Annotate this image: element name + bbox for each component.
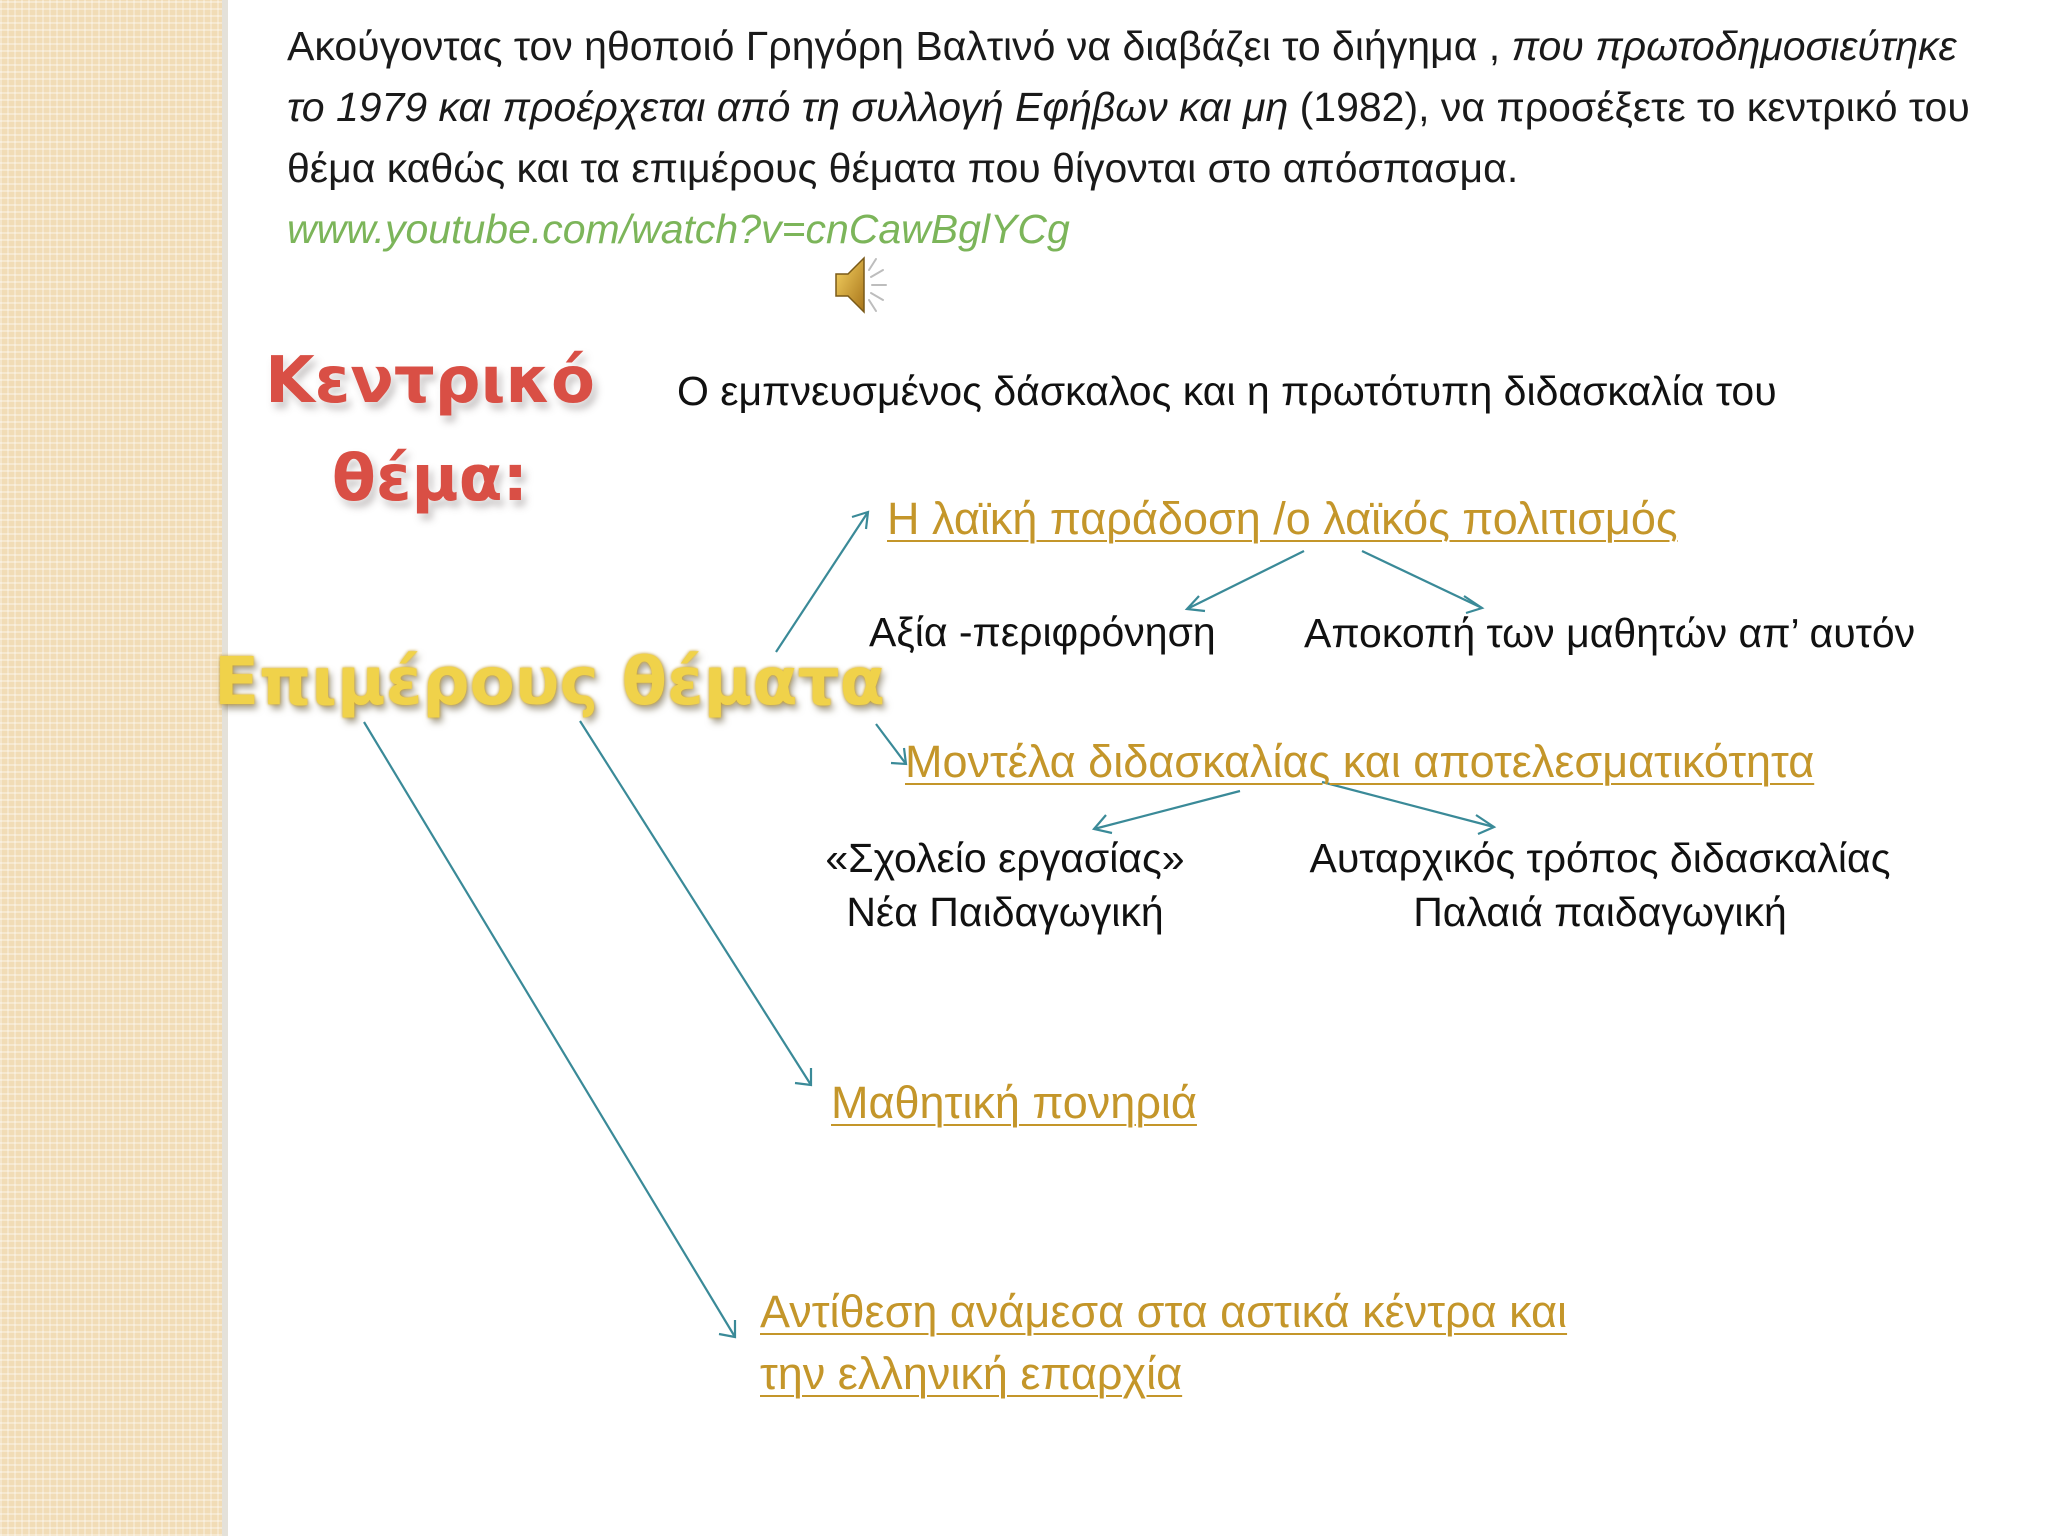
subtheme-folk-tradition: Η λαϊκή παράδοση /ο λαϊκός πολιτισμός: [887, 493, 1678, 544]
arrow-to-models: [876, 724, 906, 764]
old-pedagogy-block: [1295, 831, 1905, 939]
arrow-to-folk: [776, 512, 868, 652]
intro-text-italic: που πρωτοδημοσιεύτηκε το 1979 και προέρχεται από τη συλλογή Εφήβων και μη: [287, 23, 1957, 130]
old-pedagogy-text: Παλαιά παιδαγωγική: [1413, 889, 1787, 935]
subtheme-student-cunning: Μαθητική πονηριά: [831, 1077, 1197, 1128]
youtube-link[interactable]: www.youtube.com/watch?v=cnCawBglYCg: [287, 206, 1070, 252]
arrow-folk-right: [1362, 551, 1482, 608]
intro-text-3: (1982), να προσέξετε το κεντρικό του θέμα καθώς και τα επιμέρους θέματα που θίγονται στο απόσπασμα.: [287, 84, 1970, 191]
arrow-models-left: [1094, 791, 1240, 829]
central-label-line2: θέμα:: [331, 442, 529, 516]
folk-value-text: Αξία -περιφρόνηση: [869, 609, 1216, 655]
work-school-text: «Σχολείο εργασίας»: [825, 835, 1185, 881]
central-label-line1: Κεντρικό: [265, 344, 595, 418]
arrow-to-contrast: [364, 722, 735, 1337]
contrast-line1: Αντίθεση ανάμεσα στα αστικά κέντρα και: [760, 1286, 1568, 1337]
intro-text-1: Ακούγοντας τον ηθοποιό Γρηγόρη Βαλτινό να διαβάζει το διήγημα ,: [287, 23, 1501, 69]
sub-themes-label: Επιμέρους θέματα: [214, 643, 886, 720]
new-pedagogy-block: [800, 831, 1210, 939]
subtheme-teaching-models: Μοντέλα διδασκαλίας και αποτελεσματικότητα: [905, 736, 1815, 787]
contrast-line2: την ελληνική επαρχία: [760, 1348, 1183, 1399]
folk-detachment-text: Αποκοπή των μαθητών απ’ αυτόν: [1304, 610, 1916, 656]
central-theme-text: Ο εμπνευσμένος δάσκαλος και η πρωτότυπη διδασκαλία του: [677, 368, 1777, 414]
new-pedagogy-text: Νέα Παιδαγωγική: [846, 889, 1164, 935]
subtheme-urban-rural-contrast: [760, 1281, 1567, 1405]
authoritarian-teaching-text: Αυταρχικός τρόπος διδασκαλίας: [1309, 835, 1891, 881]
arrow-folk-left: [1187, 551, 1304, 609]
arrow-to-cunning: [580, 721, 811, 1085]
